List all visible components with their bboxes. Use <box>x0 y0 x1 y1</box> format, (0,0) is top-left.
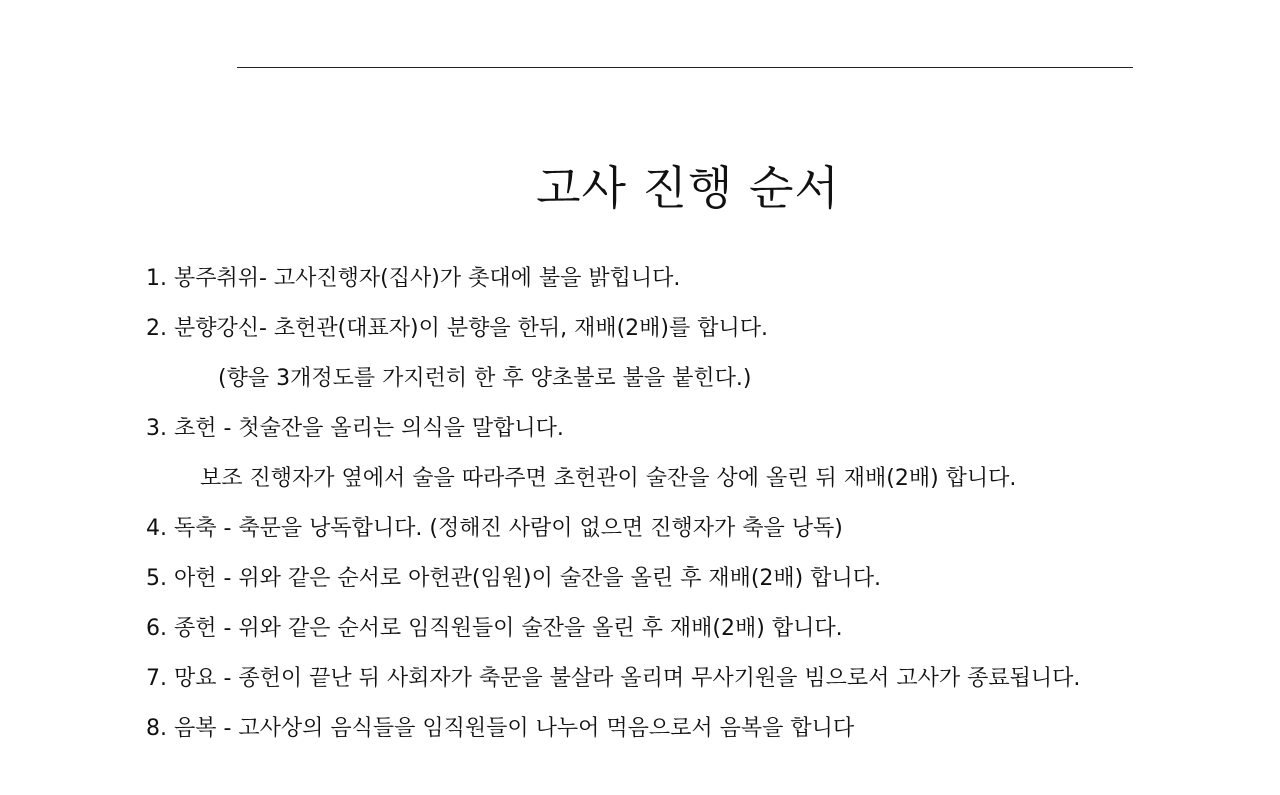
step-7: 7. 망요 - 종헌이 끝난 뒤 사회자가 축문을 불살라 올리며 무사기원을 빔으로서 고사가 종료됩니다. <box>146 666 1081 691</box>
document-title: 고사 진행 순서 <box>536 161 840 215</box>
step-5: 5. 아헌 - 위와 같은 순서로 아헌관(임원)이 술잔을 올린 후 재배(2배) 합니다. <box>146 566 881 591</box>
step-1: 1. 봉주취위- 고사진행자(집사)가 촛대에 불을 밝힙니다. <box>146 266 681 291</box>
step-6: 6. 종헌 - 위와 같은 순서로 임직원들이 술잔을 올린 후 재배(2배) 합니다. <box>146 616 843 641</box>
step-4: 4. 독축 - 축문을 낭독합니다. (정해진 사람이 없으면 진행자가 축을 낭독) <box>146 516 843 541</box>
step-8: 8. 음복 - 고사상의 음식들을 임직원들이 나누어 먹음으로서 음복을 합니다 <box>146 716 855 741</box>
step-2-note: (향을 3개정도를 가지런히 한 후 양초불로 불을 붙힌다.) <box>218 366 752 391</box>
step-2: 2. 분향강신- 초헌관(대표자)이 분향을 한뒤, 재배(2배)를 합니다. <box>146 316 769 341</box>
step-3: 3. 초헌 - 첫술잔을 올리는 의식을 말합니다. <box>146 416 564 441</box>
step-3-note: 보조 진행자가 옆에서 술을 따라주면 초헌관이 술잔을 상에 올린 뒤 재배(2배) 합니다. <box>200 466 1017 491</box>
